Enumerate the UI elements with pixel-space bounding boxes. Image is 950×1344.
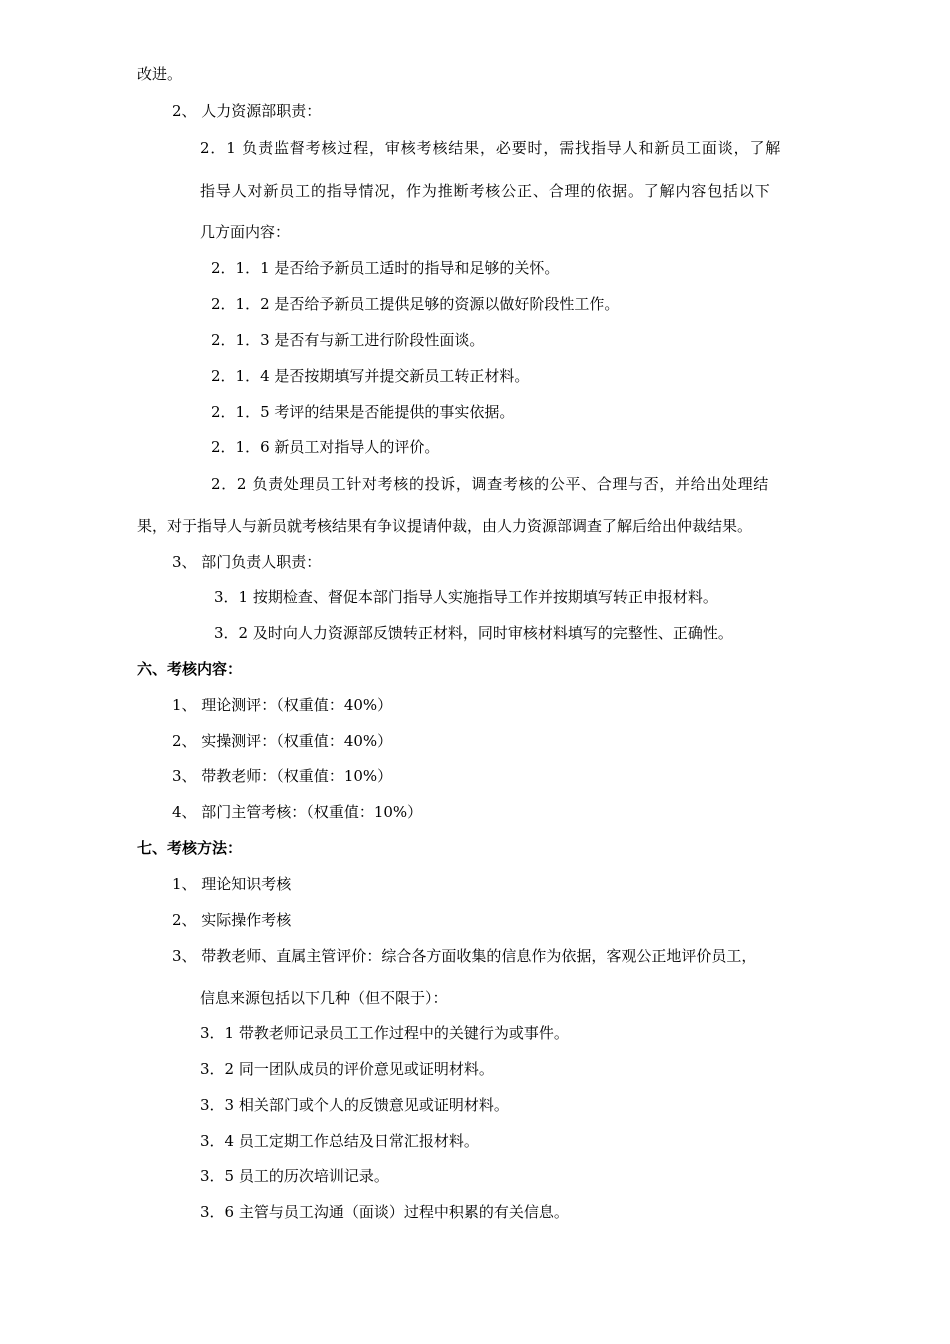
section-heading: 七、考核方法： [137, 839, 243, 857]
list-item: 3．3 相关部门或个人的反馈意见或证明材料。 [200, 1096, 509, 1114]
text-line: 指导人对新员工的指导情况，作为推断考核公正、合理的依据。了解内容包括以下 [200, 182, 771, 200]
list-item: 2、 实际操作考核 [172, 911, 292, 929]
list-item: 2、 实操测评：（权重值：40%） [172, 732, 393, 750]
text-line: 改进。 [137, 65, 183, 83]
list-item: 2．1．1 是否给予新员工适时的指导和足够的关怀。 [211, 259, 560, 277]
list-item: 1、 理论测评：（权重值：40%） [172, 696, 393, 714]
section-heading: 六、考核内容： [137, 660, 243, 678]
list-item: 2．1．2 是否给予新员工提供足够的资源以做好阶段性工作。 [211, 295, 620, 313]
list-item: 3．5 员工的历次培训记录。 [200, 1167, 389, 1185]
list-item: 1、 理论知识考核 [172, 875, 292, 893]
text-line: 果，对于指导人与新员就考核结果有争议提请仲裁，由人力资源部调查了解后给出仲裁结果。 [137, 517, 753, 535]
list-item: 2．1．6 新员工对指导人的评价。 [211, 438, 440, 456]
list-item: 3．1 带教老师记录员工工作过程中的关键行为或事件。 [200, 1024, 569, 1042]
list-item: 4、 部门主管考核：（权重值：10%） [172, 803, 423, 821]
list-item: 2．1．3 是否有与新工进行阶段性面谈。 [211, 331, 485, 349]
list-item: 3、 部门负责人职责： [172, 553, 322, 571]
list-item: 3．1 按期检查、督促本部门指导人实施指导工作并按期填写转正申报材料。 [214, 588, 718, 606]
text-line: 几方面内容： [200, 223, 291, 241]
list-item: 3．6 主管与员工沟通（面谈）过程中积累的有关信息。 [200, 1203, 569, 1221]
list-item: 3．2 及时向人力资源部反馈转正材料，同时审核材料填写的完整性、正确性。 [214, 624, 733, 642]
list-item: 3．4 员工定期工作总结及日常汇报材料。 [200, 1132, 479, 1150]
list-item: 3、 带教老师：（权重值：10%） [172, 767, 393, 785]
text-line: 2．2 负责处理员工针对考核的投诉，调查考核的公平、合理与否，并给出处理结 [211, 475, 769, 493]
text-line: 信息来源包括以下几种（但不限于）： [200, 989, 448, 1007]
list-item: 2．1．4 是否按期填写并提交新员工转正材料。 [211, 367, 530, 385]
list-item: 3、 带教老师、直属主管评价：综合各方面收集的信息作为依据，客观公正地评价员工， [172, 947, 757, 965]
text-line: 2．1 负责监督考核过程，审核考核结果，必要时，需找指导人和新员工面谈，了解 [200, 139, 782, 157]
list-item: 3．2 同一团队成员的评价意见或证明材料。 [200, 1060, 494, 1078]
list-item: 2、 人力资源部职责： [172, 102, 322, 120]
list-item: 2．1．5 考评的结果是否能提供的事实依据。 [211, 403, 515, 421]
